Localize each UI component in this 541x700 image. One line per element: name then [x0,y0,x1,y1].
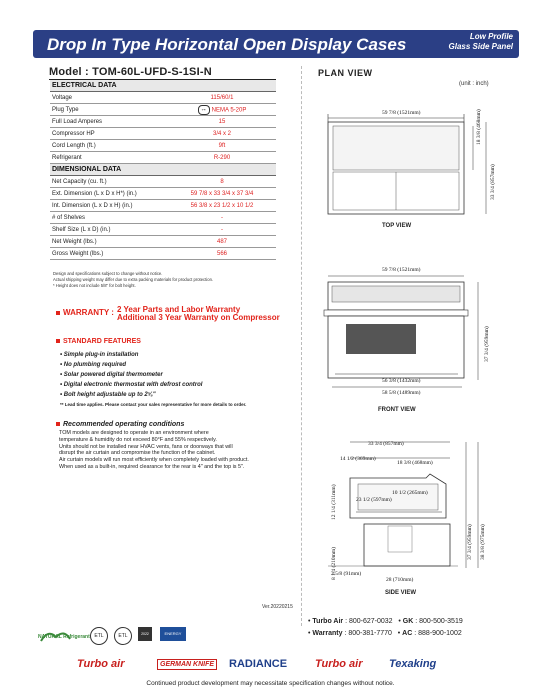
table-row [50,212,276,224]
warranty-line-1: 2 Year Parts and Labor Warranty [117,305,241,314]
note-line: Actual shipping weight may differ due to extra packing materials for product protection. [53,277,214,282]
header-subtitle [449,32,513,52]
table-row [50,128,276,140]
unit-note: (unit : inch) [459,81,489,87]
front-base-dim: 58 5/8 (1489mm) [382,390,421,396]
footer-disclaimer: Continued product development may necessitate specification changes without notice. [146,680,395,687]
text-line: Air curtain models will run most efficiently when completely loaded with product. [59,457,249,464]
list-item: • Solar powered digital thermometer [60,372,163,378]
side-h4-dim: 38 3/8 (975mm) [480,524,486,560]
spec-label: Gross Weight (lbs.) [50,248,168,260]
spec-value: 9ft [168,140,276,152]
german-knife-logo: GERMAN KNIFE [157,659,217,670]
version-label: Ver.20220215 [262,604,293,610]
plan-view-title: PLAN VIEW [318,68,373,78]
contact-value: 800-627-0032 [348,618,393,625]
spec-label: Int. Dimension (L x D x H) (in.) [50,200,168,212]
table-row [50,152,276,164]
energy-logo: ENERGY [160,627,186,641]
page-title: Drop In Type Horizontal Open Display Cases [47,35,407,54]
etl-sanitation-logo: ETL [114,627,132,645]
side-depth-dim: 33 3/4 (857mm) [368,441,404,447]
subtitle-line-2: Glass Side Panel [448,42,513,51]
spec-value: 566 [168,248,276,260]
spec-label: Compressor HP [50,128,168,140]
side-d4-dim: 3 5/8 (91mm) [331,571,362,577]
list-item: • Simple plug-in installation [60,352,139,358]
recommended-heading [56,421,184,428]
contact-block [308,616,463,640]
features-heading [56,338,141,345]
top-view-drawing [318,110,518,220]
table-row [50,188,276,200]
spec-value: - [168,212,276,224]
side-h1-dim: 12 1/4 (311mm) [331,484,337,520]
texaking-logo: Texaking [389,658,437,670]
contact-label: AC [402,630,413,637]
header-banner [33,30,519,58]
front-inner-dim: 56 3/8 (1432mm) [382,378,421,384]
table-row [50,224,276,236]
features-heading-text: STANDARD FEATURES [63,338,141,345]
subtitle-line-1: Low Profile [469,32,513,41]
spec-label: Net Capacity (cu. ft.) [50,176,168,188]
side-h5-dim: 8 1/4 (210mm) [331,547,337,580]
side-d1-dim: 14 1/2 (369mm) [340,456,376,462]
note-line: * Height does not include 5/8" for bolt height. [53,283,136,288]
top-depth-outer-dim: 33 3/4 (857mm) [490,164,496,200]
table-row [50,140,276,152]
front-view-caption: FRONT VIEW [378,407,416,413]
table-row [50,116,276,128]
spec-label: Ext. Dimension (L x D x H*) (in.) [50,188,168,200]
column-divider [301,66,302,626]
list-item: • Digital electronic thermostat with defrost control [60,382,203,388]
spec-label: Shelf Size (L x D) (in.) [50,224,168,236]
bullet-icon [56,422,60,426]
table-row [50,104,276,116]
plug-type-value: NEMA 5-20P [211,107,247,114]
text-line: disrupt the air curtain and compromise the function of the cabinet. [59,450,216,457]
radiance-logo: RADIANCE [229,658,288,670]
features-list [60,350,246,410]
front-width-dim: 59 7/8 (1521mm) [382,267,421,273]
side-d5-dim: 28 (710mm) [386,577,414,583]
spec-label: Plug Type [50,104,168,116]
note-line: Design and specifications subject to change without notice. [53,271,163,276]
list-item: • Bolt height adjustable up to 2⅝" [60,392,156,398]
spec-table [50,80,276,260]
side-d3-dim: 23 1/2 (597mm) [356,497,392,503]
text-line: temperature & humidity do not exceed 80°F and 55% respectively. [59,436,217,443]
table-row [50,236,276,248]
recommended-text [59,430,289,471]
side-view-caption: SIDE VIEW [385,590,417,596]
model-number: Model : TOM-60L-UFD-S-1SI-N [49,66,212,78]
table-row [50,200,276,212]
warranty-line-2: Additional 3 Year Warranty on Compressor [117,313,280,322]
spec-value: 56 3/8 x 23 1/2 x 10 1/2 [168,200,276,212]
recommended-heading-text: Recommended operating conditions [63,421,185,428]
bullet-icon [56,339,60,343]
spec-value: 3/4 x 2 [168,128,276,140]
natural-refrigerant-label: NATURAL Refrigerant [38,634,90,640]
text-line: Units should not be installed near HVAC vents, fans or doorways that will [59,443,233,450]
contact-value: 888-900-1002 [418,630,462,637]
spec-label: Voltage [50,92,168,104]
table-row [50,92,276,104]
lead-time-note: ** Lead time applies. Please contact your sales representative for more details to order. [60,402,247,407]
spec-value: R-290 [168,152,276,164]
spec-label: Refrigerant [50,152,168,164]
side-d2-dim: 18 3/8 (468mm) [397,460,433,466]
spec-value: 59 7/8 x 33 3/4 x 37 3/4 [168,188,276,200]
contact-value: 800-381-7770 [348,630,392,637]
contact-row: • Warranty : 800-381-7770 • AC : 888-900-1002 [308,630,462,637]
spec-label: Full Load Amperes [50,116,168,128]
spec-value: - [168,224,276,236]
spec-value: 8 [168,176,276,188]
spec-notes [53,271,213,289]
bullet-icon [56,311,60,315]
side-h2-dim: 10 1/2 (265mm) [392,490,428,496]
spec-value [168,104,276,116]
spec-label: # of Shelves [50,212,168,224]
doe-logo: 2022 DOE [138,627,152,641]
spec-label: Net Weight (lbs.) [50,236,168,248]
contact-label: GK [402,618,414,625]
front-height-dim: 37 3/4 (959mm) [484,326,490,362]
top-view-caption: TOP VIEW [382,223,412,229]
contact-row: • Turbo Air : 800-627-0032 • GK : 800-500-3519 [308,618,463,625]
table-row [50,248,276,260]
plug-icon: ⊶ [198,105,210,115]
spec-value: 15 [168,116,276,128]
turbo-air-logo-2: Turbo air [315,658,363,670]
warranty-label-text: WARRANTY : [63,308,114,317]
warranty-label [56,308,114,317]
table-row [50,176,276,188]
spec-value: 487 [168,236,276,248]
contact-label: Turbo Air [312,618,344,625]
side-h3-dim: 37 3/4 (959mm) [467,524,473,560]
brand-logos [33,658,519,674]
top-width-dim: 59 7/8 (1521mm) [382,110,421,116]
contact-label: Warranty [312,630,343,637]
turbo-air-logo: Turbo air [77,658,125,670]
etl-logo: ETL [90,627,108,645]
top-depth-inner-dim: 18 3/8 (468mm) [476,109,482,145]
text-line: When used as a built-in, required clearance for the rear is 4" and the top is 5". [59,463,245,470]
spec-label: Cord Length (ft.) [50,140,168,152]
spec-value: 115/60/1 [168,92,276,104]
text-line: TOM models are designed to operate in an environment where [59,430,209,436]
contact-value: 800-500-3519 [419,618,463,625]
electrical-heading: ELECTRICAL DATA [50,80,276,92]
list-item: • No plumbing required [60,362,127,368]
dimensional-heading: DIMENSIONAL DATA [50,164,276,176]
